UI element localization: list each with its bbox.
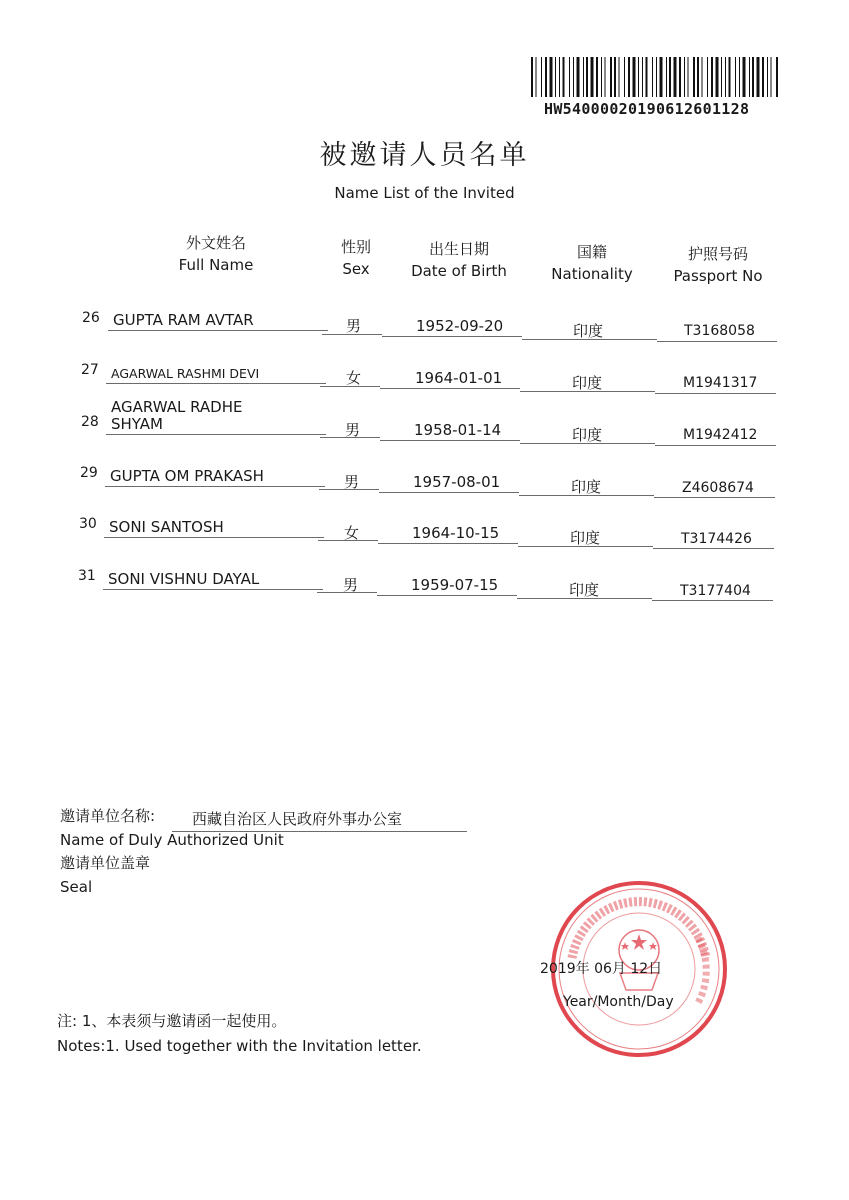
row-nationality: 印度 — [569, 581, 600, 599]
row-dob: 1958-01-14 — [414, 421, 502, 439]
name-underline — [105, 486, 325, 487]
row-dob: 1959-07-15 — [411, 576, 499, 594]
header-full-name-cn: 外文姓名 — [185, 234, 246, 252]
row-sex: 男 — [343, 576, 359, 594]
row-sex: 男 — [346, 317, 362, 335]
sex-underline — [320, 437, 380, 438]
unit-label-en: Name of Duly Authorized Unit — [60, 831, 284, 849]
row-full-name: AGARWAL RASHMI DEVI — [111, 366, 260, 381]
row-passport: T3168058 — [684, 323, 755, 339]
sex-underline — [322, 334, 382, 335]
dob-underline — [380, 440, 520, 441]
dob-underline — [379, 492, 519, 493]
unit-label-cn: 邀请单位名称: — [60, 807, 156, 825]
issue-date: 2019年 06月 12日 — [540, 961, 663, 977]
row-full-name: SONI VISHNU DAYAL — [108, 570, 260, 588]
passport-underline — [654, 497, 775, 498]
name-underline — [106, 434, 326, 435]
row-dob: 1952-09-20 — [416, 317, 504, 335]
note-cn: 注: 1、本表须与邀请函一起使用。 — [57, 1012, 287, 1030]
header-nationality-cn: 国籍 — [576, 243, 607, 261]
header-sex-en: Sex — [342, 260, 370, 278]
row-sex: 男 — [344, 473, 360, 491]
row-passport: M1942412 — [683, 427, 758, 443]
seal-label-cn: 邀请单位盖章 — [60, 854, 151, 872]
barcode — [531, 57, 781, 97]
date-format-label: Year/Month/Day — [563, 994, 674, 1010]
row-dob: 1964-10-15 — [412, 524, 500, 542]
row-number: 28 — [81, 414, 99, 430]
passport-underline — [657, 341, 777, 342]
passport-underline — [655, 393, 776, 394]
row-number: 30 — [79, 516, 97, 532]
row-full-name: GUPTA OM PRAKASH — [110, 467, 264, 485]
row-nationality: 印度 — [571, 478, 602, 496]
header-full-name-en: Full Name — [178, 256, 254, 274]
row-sex: 男 — [345, 421, 361, 439]
row-passport: Z4608674 — [682, 480, 754, 496]
dob-underline — [378, 543, 518, 544]
header-sex-cn: 性别 — [340, 238, 371, 256]
row-full-name-line1: AGARWAL RADHE — [111, 398, 243, 416]
row-dob: 1964-01-01 — [415, 369, 503, 387]
passport-underline — [655, 445, 776, 446]
nationality-underline — [518, 546, 653, 547]
sex-underline — [320, 386, 380, 387]
passport-underline — [653, 548, 774, 549]
header-dob — [398, 238, 520, 282]
note-en: Notes:1. Used together with the Invitation letter. — [57, 1037, 422, 1055]
page-title-en: Name List of the Invited — [334, 184, 515, 202]
row-full-name: SONI SANTOSH — [109, 518, 224, 536]
row-passport: T3177404 — [680, 583, 751, 599]
nationality-underline — [520, 443, 655, 444]
row-nationality: 印度 — [573, 322, 604, 340]
name-underline — [106, 383, 326, 384]
passport-underline — [652, 600, 773, 601]
sex-underline — [318, 540, 378, 541]
header-passport — [660, 243, 776, 287]
header-full-name — [146, 232, 286, 276]
sex-underline — [319, 489, 379, 490]
name-underline — [108, 330, 328, 331]
header-dob-en: Date of Birth — [411, 262, 507, 280]
row-number: 31 — [78, 568, 96, 584]
row-sex: 女 — [344, 524, 360, 542]
nationality-underline — [519, 495, 654, 496]
nationality-underline — [517, 598, 652, 599]
header-passport-cn: 护照号码 — [687, 245, 748, 263]
row-dob: 1957-08-01 — [413, 473, 501, 491]
dob-underline — [377, 595, 517, 596]
nationality-underline — [522, 339, 657, 340]
row-passport: T3174426 — [681, 531, 752, 547]
header-sex — [326, 236, 386, 280]
header-dob-cn: 出生日期 — [428, 240, 489, 258]
row-number: 29 — [80, 465, 98, 481]
header-passport-en: Passport No — [673, 267, 763, 285]
barcode-number: HW54000020190612601128 — [544, 100, 750, 118]
row-number: 26 — [82, 310, 100, 326]
row-full-name: GUPTA RAM AVTAR — [113, 311, 254, 329]
name-underline — [104, 537, 324, 538]
page-title-cn: 被邀请人员名单 — [319, 140, 530, 171]
row-nationality: 印度 — [570, 529, 601, 547]
header-nationality — [536, 241, 648, 285]
dob-underline — [380, 388, 520, 389]
row-nationality: 印度 — [572, 374, 603, 392]
unit-value: 西藏自治区人民政府外事办公室 — [192, 810, 403, 828]
row-sex: 女 — [346, 369, 362, 387]
row-passport: M1941317 — [683, 375, 758, 391]
sex-underline — [317, 592, 377, 593]
header-nationality-en: Nationality — [551, 265, 633, 283]
row-nationality: 印度 — [572, 426, 603, 444]
row-number: 27 — [81, 362, 99, 378]
name-underline — [103, 589, 323, 590]
nationality-underline — [520, 391, 655, 392]
row-full-name-line2: SHYAM — [111, 415, 164, 433]
dob-underline — [382, 336, 522, 337]
seal-label-en: Seal — [60, 878, 93, 896]
